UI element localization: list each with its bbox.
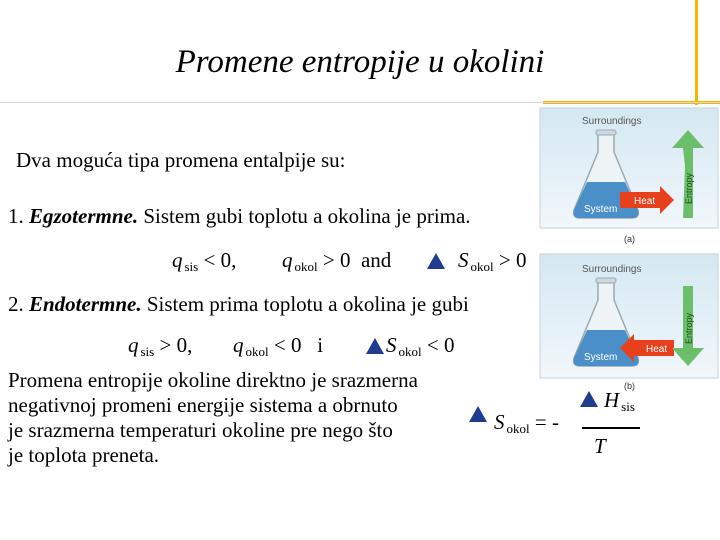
s-subscript: okol xyxy=(398,344,422,359)
panel-caption: (a) xyxy=(624,234,635,244)
equation-exothermic xyxy=(172,248,236,275)
delta-symbol-icon xyxy=(366,338,384,354)
q-subscript: sis xyxy=(184,259,199,274)
equation-endothermic-surroundings xyxy=(233,333,323,360)
s-symbol: S xyxy=(458,248,469,272)
entropy-figure xyxy=(534,106,720,380)
s-subscript: okol xyxy=(470,259,494,274)
s-symbol: S xyxy=(494,410,505,434)
h-subscript: sis xyxy=(621,399,635,414)
item-exothermic xyxy=(8,204,536,229)
t-symbol: T xyxy=(594,434,606,458)
q-subscript: sis xyxy=(140,344,155,359)
item-endothermic xyxy=(8,292,536,317)
q-relation: < 0, xyxy=(203,248,237,272)
formula-numerator xyxy=(604,388,635,415)
q-subscript: okol xyxy=(245,344,269,359)
paragraph-line: negativnoj promeni energije sistema a obrnuto xyxy=(8,393,398,417)
q-relation: > 0, xyxy=(159,333,193,357)
heat-label: Heat xyxy=(646,344,668,355)
item-number: 2. xyxy=(8,292,24,316)
q-symbol: q xyxy=(282,248,293,272)
delta-symbol-icon xyxy=(469,406,487,422)
s-subscript: okol xyxy=(506,421,530,436)
surroundings-label: Surroundings xyxy=(582,264,642,275)
s-relation: < 0 xyxy=(426,333,455,357)
q-symbol: q xyxy=(172,248,183,272)
figure-panel-b xyxy=(540,254,718,378)
delta-symbol-icon xyxy=(580,391,598,407)
figure-panel-a xyxy=(540,108,718,244)
system-label: System xyxy=(584,352,618,363)
entropy-label: Entropy xyxy=(684,172,694,204)
item-term: Endotermne. xyxy=(29,292,142,316)
intro-text: Dva moguća tipa promena entalpije su: xyxy=(16,148,346,172)
paragraph-line: je srazmerna temperaturi okoline pre nego što xyxy=(8,418,393,442)
equals-minus: = - xyxy=(534,410,559,434)
explanation-paragraph xyxy=(8,368,488,468)
s-relation: > 0 xyxy=(498,248,527,272)
formula-denominator xyxy=(594,434,606,459)
connector-word: and xyxy=(360,248,392,272)
item-text: Sistem gubi toplotu a okolina je prima. xyxy=(143,204,471,228)
s-symbol: S xyxy=(386,333,397,357)
title-divider xyxy=(0,102,720,103)
paragraph-line: je toplota preneta. xyxy=(8,443,160,467)
q-relation: > 0 xyxy=(322,248,351,272)
connector-word: i xyxy=(317,333,324,357)
equation-endothermic xyxy=(128,333,192,360)
item-term: Egzotermne. xyxy=(29,204,139,228)
paragraph-line: Promena entropije okoline direktno je srazmerna xyxy=(8,368,418,392)
panel-caption: (b) xyxy=(624,381,635,391)
equation-exothermic-surroundings xyxy=(282,248,391,275)
surroundings-label: Surroundings xyxy=(582,116,642,127)
delta-symbol-icon xyxy=(427,253,445,269)
system-label: System xyxy=(584,204,618,215)
fraction-bar xyxy=(582,427,640,429)
heat-label: Heat xyxy=(634,196,656,207)
item-number: 1. xyxy=(8,204,24,228)
item-text: Sistem prima toplotu a okolina je gubi xyxy=(146,292,469,316)
h-symbol: H xyxy=(604,388,620,412)
q-symbol: q xyxy=(128,333,139,357)
q-symbol: q xyxy=(233,333,244,357)
q-relation: < 0 xyxy=(273,333,302,357)
formula-lhs xyxy=(494,410,559,437)
entropy-label: Entropy xyxy=(684,312,694,344)
equation-endothermic-entropy xyxy=(386,333,454,360)
q-subscript: okol xyxy=(294,259,318,274)
slide-title: Promene entropije u okolini xyxy=(175,44,545,80)
equation-exothermic-entropy xyxy=(458,248,536,275)
